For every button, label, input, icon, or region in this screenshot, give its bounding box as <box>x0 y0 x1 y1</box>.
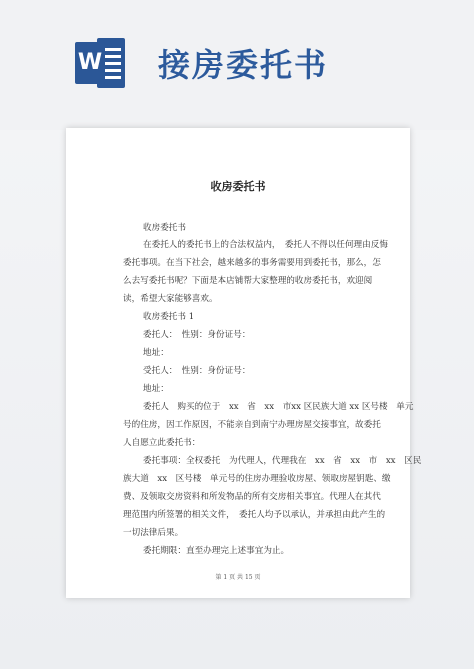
word-icon-line <box>103 62 121 65</box>
paragraph-line: 人自愿立此委托书： <box>123 438 201 448</box>
paragraph-line: 号的住房，因工作原因，不能亲自到南宁办理房屋交接事宜，故委托 <box>123 420 381 430</box>
paragraph-line: 委托人： 性别：身份证号： <box>143 330 251 340</box>
word-icon-line <box>103 48 121 51</box>
word-icon <box>75 38 127 88</box>
word-icon-line <box>103 76 121 79</box>
word-icon-line <box>103 55 121 58</box>
word-icon-letter: W <box>75 42 105 84</box>
page-number: 第 1 页 共 15 页 <box>215 574 261 581</box>
paragraph-line: 收房委托书 1 <box>143 312 195 322</box>
paragraph-line: 委托事项。在当下社会，越来越多的事务需要用到委托书，那么，怎 <box>123 258 381 268</box>
paragraph-line: 地址： <box>143 348 169 358</box>
word-icon-line <box>103 69 121 72</box>
document-title: 收房委托书 <box>210 180 266 193</box>
paragraph-line: 费、及领取交房资料和所发物品的所有交房相关事宜。代理人在其代 <box>123 492 381 502</box>
paragraph-line: 理范围内所签署的相关文件， 委托人均予以承认，并承担由此产生的 <box>123 510 386 520</box>
paragraph-line: 族大道 xx 区号楼 单元号的住房办理验收房屋、领取房屋钥匙、缴 <box>123 474 391 484</box>
document-page <box>66 128 422 598</box>
paragraph-line: 收房委托书 <box>143 223 186 233</box>
paragraph-line: 委托人 购买的位于 xx 省 xx 市xx 区民族大道 xx 区号楼 单元 <box>143 402 414 412</box>
paragraph-line: 委托期限：直至办理完上述事宜为止。 <box>143 546 290 556</box>
paragraph-line: 么去写委托书呢？下面是本店铺帮大家整理的收房委托书，欢迎阅 <box>123 276 373 286</box>
paragraph-line: 在委托人的委托书上的合法权益内， 委托人不得以任何理由反悔 <box>143 240 388 250</box>
paragraph-line: 地址： <box>143 384 169 394</box>
paragraph-line: 一切法律后果。 <box>123 528 184 538</box>
page-title: 接房委托书 <box>158 46 329 84</box>
paragraph-line: 读，希望大家能够喜欢。 <box>123 294 218 304</box>
paragraph-line: 受托人： 性别：身份证号： <box>143 366 251 376</box>
paragraph-line: 委托事项：全权委托 为代理人，代理我在 xx 省 xx 市 xx 区民 <box>143 456 422 466</box>
